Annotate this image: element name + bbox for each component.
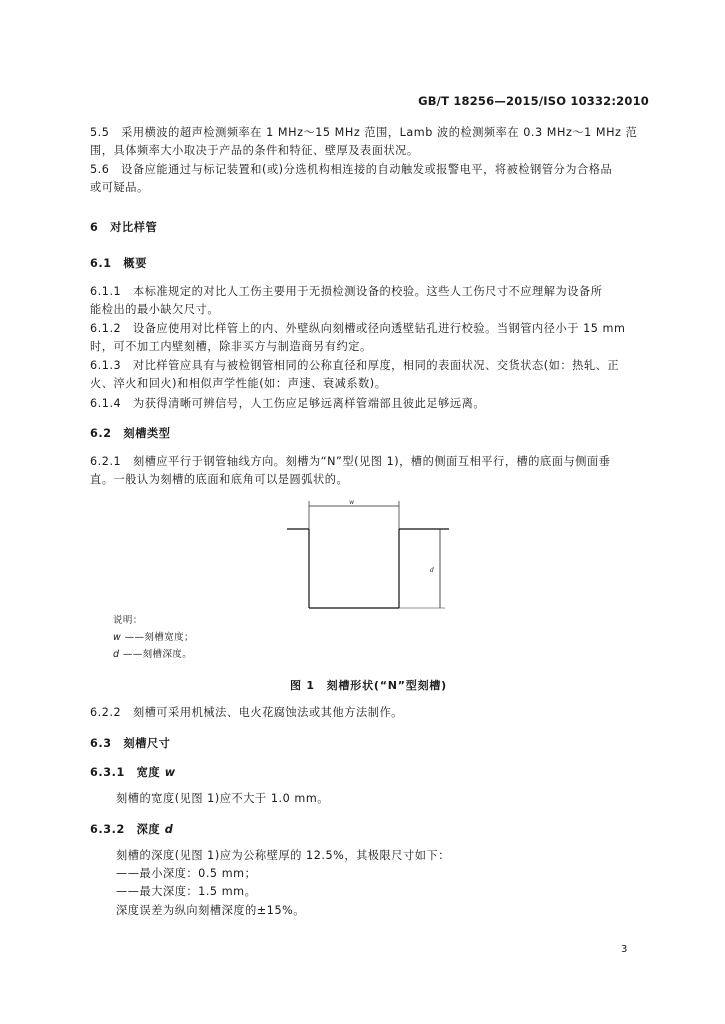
section-6-heading: 6 对比样管 bbox=[90, 221, 158, 234]
clause-6-1-2-line2: 时，可不加工内壁刻槽，除非买方与制造商另有约定。 bbox=[90, 340, 372, 353]
clause-6-3-2-tolerance: 深度误差为纵向刻槽深度的±15%。 bbox=[116, 904, 306, 917]
section-6-3-2-symbol: d bbox=[164, 823, 174, 836]
figure-legend-w bbox=[113, 630, 194, 645]
figure-legend-d bbox=[113, 647, 192, 662]
clause-5-6-line1: 5.6 设备应能通过与标记装置和(或)分选机构相连接的自动触发或报警电平，将被检钢管分为合格品 bbox=[90, 163, 613, 176]
clause-6-3-2-max: ——最大深度：1.5 mm。 bbox=[116, 885, 257, 898]
clause-6-2-1-line2: 直。一般认为刻槽的底面和底角可以是圆弧状的。 bbox=[90, 473, 349, 486]
section-6-3-1-symbol: w bbox=[164, 766, 176, 779]
clause-6-3-1-body: 刻槽的宽度(见图 1)应不大于 1.0 mm。 bbox=[116, 792, 330, 805]
clause-5-5-line2: 围，具体频率大小取决于产品的条件和特征、壁厚及表面状况。 bbox=[90, 144, 419, 157]
clause-6-1-4: 6.1.4 为获得清晰可辨信号，人工伤应足够远离样管端部且彼此足够远离。 bbox=[90, 397, 486, 410]
clause-6-2-1-line1: 6.2.1 刻槽应平行于钢管轴线方向。刻槽为“N”型(见图 1)，槽的侧面互相平行，槽的底面与侧面垂 bbox=[90, 455, 611, 468]
section-6-3-1-title: 6.3.1 宽度 bbox=[90, 766, 165, 779]
clause-6-1-3-line1: 6.1.3 对比样管应具有与被检钢管相同的公称直径和厚度，相同的表面状况、交货状态(如：热轧、正 bbox=[90, 359, 620, 372]
clause-6-3-2-min: ——最小深度：0.5 mm； bbox=[116, 867, 257, 880]
section-6-3-2-heading bbox=[90, 821, 173, 837]
figure-legend-title: 说明： bbox=[113, 615, 143, 626]
depth-label: d bbox=[430, 567, 434, 574]
legend-w-text: ——刻槽宽度； bbox=[121, 632, 194, 643]
clause-6-1-1-line2: 能检出的最小缺欠尺寸。 bbox=[90, 303, 220, 316]
standard-code: GB/T 18256—2015/ISO 10332:2010 bbox=[418, 94, 649, 108]
section-6-3-2-title: 6.3.2 深度 bbox=[90, 823, 165, 836]
n-notch-figure bbox=[285, 496, 455, 614]
width-label: w bbox=[349, 499, 355, 506]
page-number: 3 bbox=[621, 944, 628, 955]
section-6-3-1-heading bbox=[90, 764, 176, 780]
clause-5-5-line1: 5.5 采用横波的超声检测频率在 1 MHz～15 MHz 范围，Lamb 波的检测频率在 0.3 MHz～1 MHz 范 bbox=[90, 126, 638, 139]
clause-6-2-2: 6.2.2 刻槽可采用机械法、电火花腐蚀法或其他方法制作。 bbox=[90, 706, 403, 719]
legend-w-symbol: w bbox=[113, 632, 122, 643]
clause-5-6-line2: 或可疑品。 bbox=[90, 181, 149, 194]
section-6-2-heading: 6.2 刻槽类型 bbox=[90, 427, 171, 440]
legend-d-text: ——刻槽深度。 bbox=[119, 649, 193, 660]
clause-6-1-2-line1: 6.1.2 设备应使用对比样管上的内、外壁纵向刻槽或径向透壁钻孔进行校验。当钢管内径小于 15 mm bbox=[90, 322, 626, 335]
clause-6-1-1-line1: 6.1.1 本标准规定的对比人工伤主要用于无损检测设备的校验。这些人工伤尺寸不应理解为设备所 bbox=[90, 285, 603, 298]
section-6-1-heading: 6.1 概要 bbox=[90, 257, 147, 270]
clause-6-1-3-line2: 火、淬火和回火)和相似声学性能(如：声速、衰减系数)。 bbox=[90, 377, 387, 390]
clause-6-3-2-body: 刻槽的深度(见图 1)应为公称壁厚的 12.5%，其极限尺寸如下： bbox=[116, 849, 450, 862]
section-6-3-heading: 6.3 刻槽尺寸 bbox=[90, 737, 171, 750]
figure-1-caption: 图 1 刻槽形状(“N”型刻槽) bbox=[290, 679, 448, 692]
legend-d-symbol: d bbox=[113, 649, 120, 660]
